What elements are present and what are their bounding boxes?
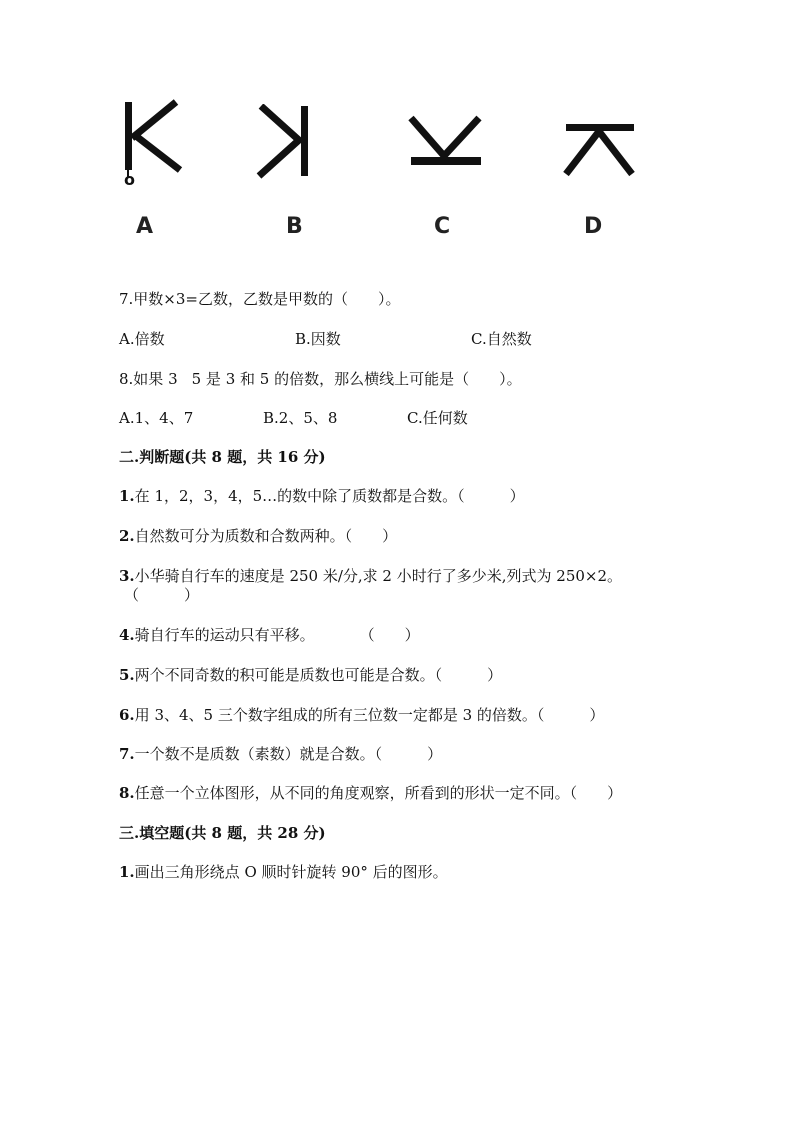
tf-question-3 (119, 565, 622, 586)
k-shape-d (560, 120, 640, 180)
tf-q2-text: 自然数可分为质数和合数两种。（ ） (134, 527, 398, 545)
fill-question-1 (119, 861, 448, 882)
option-label-a: A (136, 214, 154, 239)
rotation-point-label: o (124, 170, 135, 189)
tf-question-2 (119, 525, 397, 546)
tf-q3-text: 小华骑自行车的速度是 250 米/分,求 2 小时行了多少米,列式为 250×2。 (134, 567, 623, 585)
tf-q6-text: 用 3、4、5 三个数字组成的所有三位数一定都是 3 的倍数。（ ） (134, 706, 605, 724)
mc-q8-choice-a: A.1、4、7 (119, 409, 194, 427)
tf-q1-number: 1. (119, 487, 135, 505)
tf-question-7 (119, 743, 442, 764)
mc-q7-choice-c: C.自然数 (471, 330, 532, 348)
tf-q3-number: 3. (119, 567, 135, 585)
tf-question-4 (119, 624, 420, 645)
mc-question-8 (119, 368, 522, 389)
option-label-d: D (584, 214, 603, 239)
k-shape-c (405, 112, 485, 172)
mc-q8-choice-b: B.2、5、8 (263, 409, 338, 427)
tf-question-1 (119, 485, 525, 506)
tf-question-8 (119, 782, 622, 803)
tf-q4-text: 骑自行车的运动只有平移。 （ ） (134, 626, 420, 644)
tf-q7-number: 7. (119, 745, 135, 763)
k-rotation-figure (0, 0, 794, 260)
section-2-title: 二.判断题(共 8 题，共 16 分) (119, 448, 326, 466)
section-3-title: 三.填空题(共 8 题，共 28 分) (119, 824, 326, 842)
mc-question-7: 7.甲数×3=乙数，乙数是甲数的（ ）。 (119, 290, 401, 308)
tf-q2-number: 2. (119, 527, 135, 545)
tf-q8-text: 任意一个立体图形，从不同的角度观察，所看到的形状一定不同。（ ） (134, 784, 623, 802)
tf-q4-number: 4. (119, 626, 135, 644)
tf-q1-text: 在 1，2，3，4，5…的数中除了质数都是合数。（ ） (134, 487, 525, 505)
fill-q1-text: 画出三角形绕点 O 顺时针旋转 90° 后的图形。 (134, 863, 448, 881)
tf-q6-number: 6. (119, 706, 135, 724)
tf-q8-number: 8. (119, 784, 135, 802)
k-shape-b (255, 104, 315, 179)
tf-q3-answer-paren: （ ） (124, 586, 200, 604)
option-label-c: C (434, 214, 451, 239)
tf-question-3-paren (124, 584, 199, 605)
fill-q1-number: 1. (119, 863, 135, 881)
mc-q8-text-after: 5 是 3 和 5 的倍数，那么横线上可能是（ ）。 (191, 370, 522, 388)
tf-q7-text: 一个数不是质数（素数）就是合数。（ ） (134, 745, 443, 763)
tf-question-5 (119, 664, 502, 685)
tf-question-6 (119, 704, 604, 725)
mc-q7-choice-a: A.倍数 (119, 330, 165, 348)
mc-q7-choice-b: B.因数 (295, 330, 341, 348)
mc-q8-text-before: 8.如果 3 (119, 370, 178, 388)
mc-q8-choice-c: C.任何数 (407, 409, 468, 427)
tf-q5-text: 两个不同奇数的积可能是质数也可能是合数。（ ） (134, 666, 503, 684)
tf-q5-number: 5. (119, 666, 135, 684)
option-label-b: B (286, 214, 303, 239)
